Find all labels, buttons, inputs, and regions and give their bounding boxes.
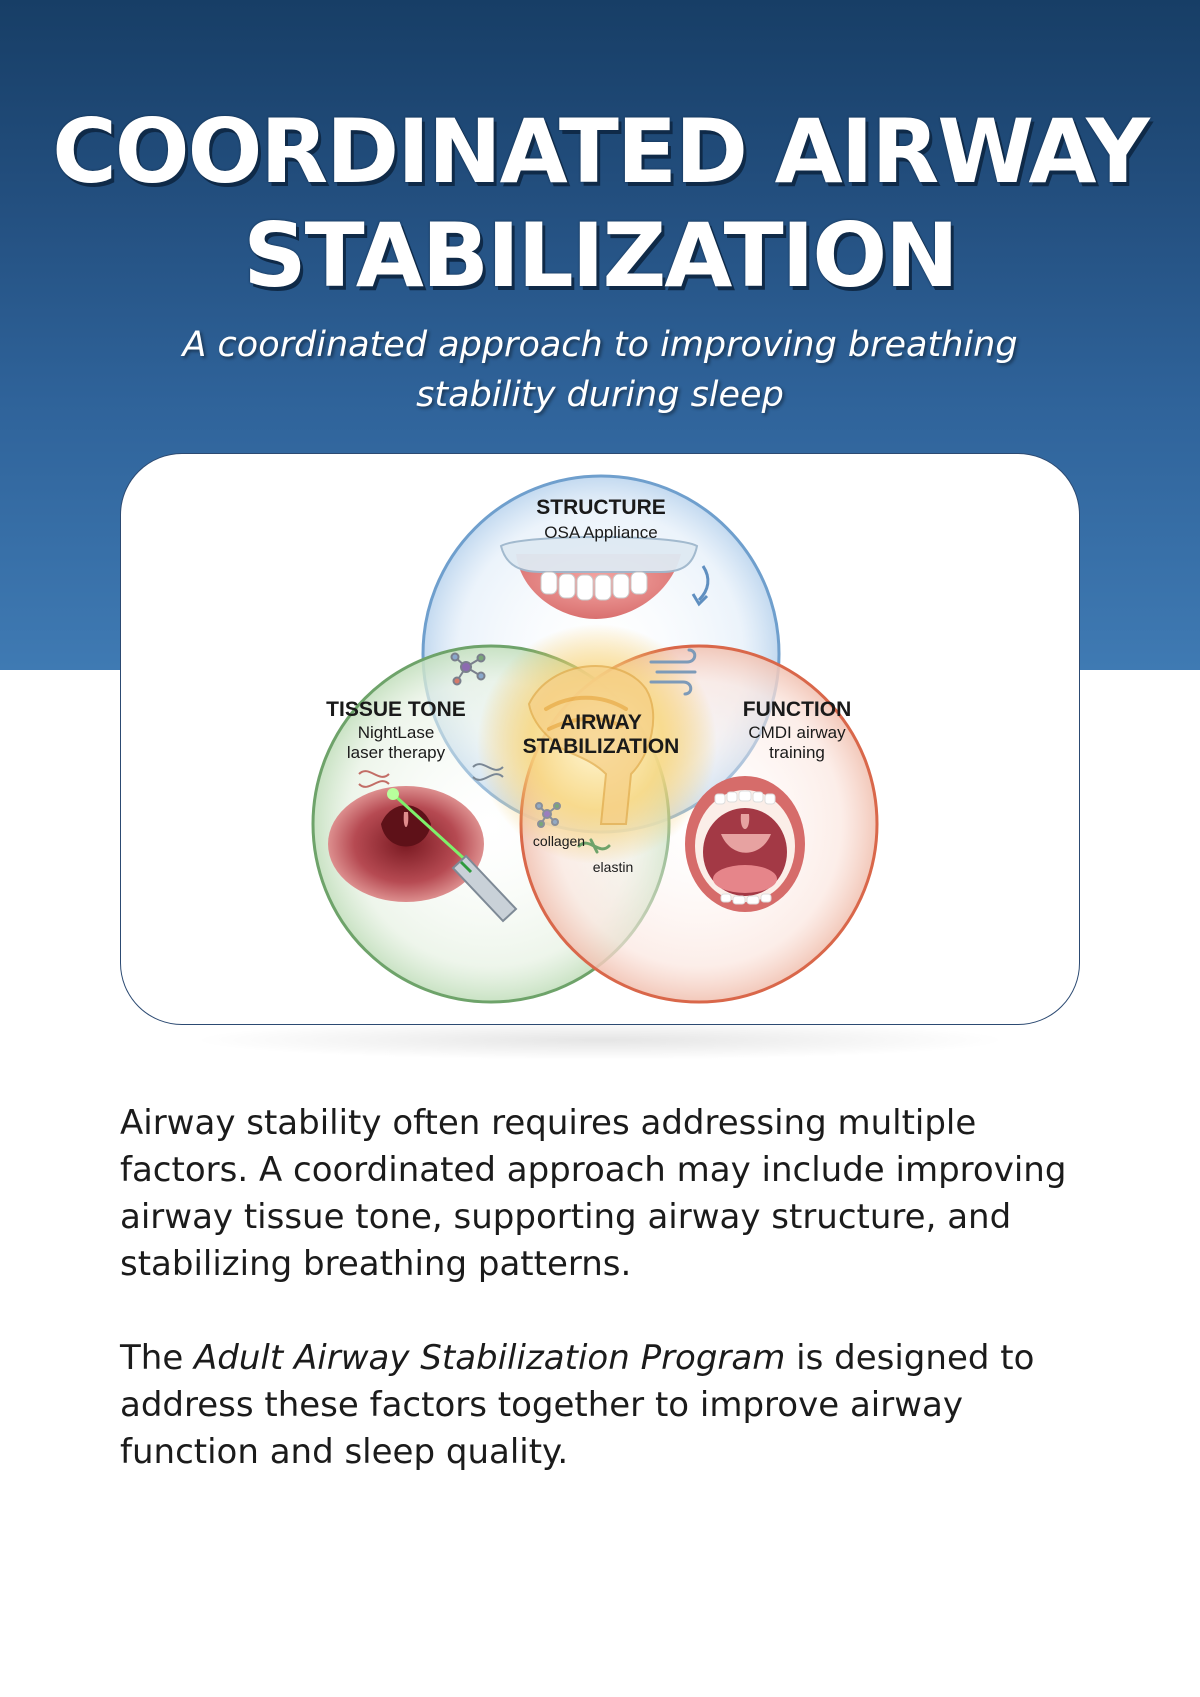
title-line-2: STABILIZATION — [243, 204, 957, 307]
subtitle-line-1: A coordinated approach to improving breathing — [182, 325, 1018, 365]
tissue-tone-line2: laser therapy — [346, 743, 446, 762]
subtitle-line-2: stability during sleep — [416, 375, 784, 415]
title-line-1: COORDINATED AIRWAY — [52, 100, 1148, 203]
center-label-line1: AIRWAY — [560, 711, 642, 734]
elastin-label: elastin — [592, 859, 634, 875]
paragraph-1: Airway stability often requires addressing multiple factors. A coordinated approach may include improving airway tissue tone, supporting airway structure, and stabilizing breathing patterns. — [120, 1103, 1067, 1284]
venn-diagram — [121, 454, 1080, 1025]
center-label-line2: STABILIZATION — [522, 735, 680, 758]
paragraph-2-end: is designed to address these factors together to improve airway function and sleep quality. — [120, 1338, 1035, 1472]
card-shadow — [190, 1020, 1010, 1060]
tissue-tone-line1: NightLase — [357, 723, 435, 742]
function-line2: training — [769, 743, 825, 762]
function-title: FUNCTION — [742, 698, 852, 721]
program-name: Adult Airway Stabilization Program — [194, 1338, 786, 1378]
page-subtitle — [0, 320, 1200, 420]
paragraph-2-start: The — [120, 1338, 195, 1378]
structure-title: STRUCTURE — [536, 496, 666, 519]
function-line1: CMDI airway — [748, 723, 846, 742]
page-title — [0, 100, 1200, 308]
tissue-tone-title: TISSUE TONE — [326, 698, 466, 721]
body-text — [120, 1100, 1100, 1476]
open-mouth-icon — [685, 776, 805, 912]
structure-subtitle: OSA Appliance — [544, 523, 658, 542]
paragraph-2 — [120, 1335, 1100, 1476]
diagram-card — [120, 453, 1080, 1025]
collagen-label: collagen — [532, 833, 586, 849]
